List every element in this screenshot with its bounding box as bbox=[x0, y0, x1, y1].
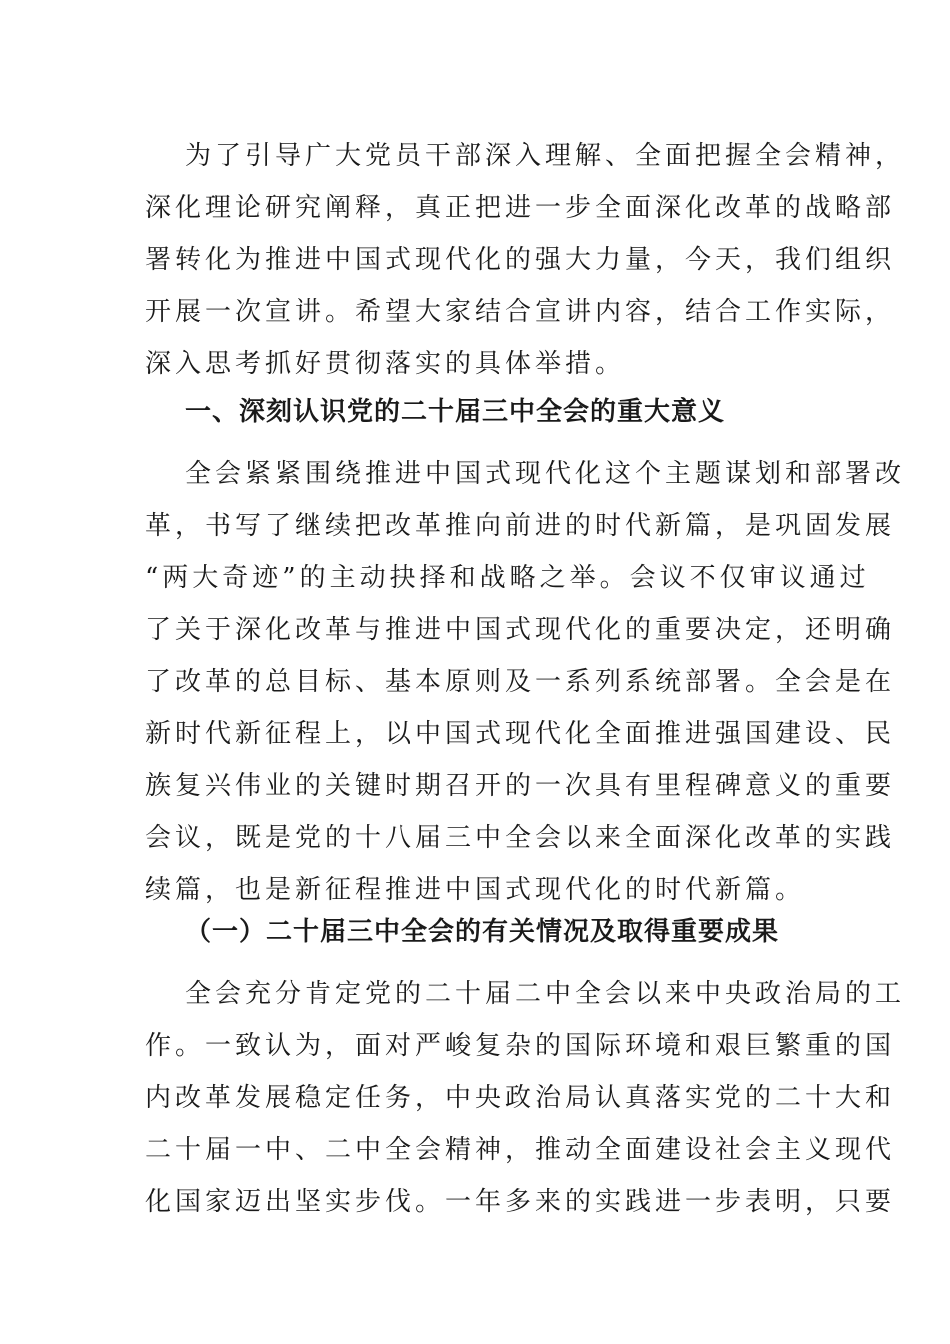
paragraph-line: 族复兴伟业的关键时期召开的一次具有里程碑意义的重要 bbox=[145, 771, 896, 801]
paragraph-line: 会议，既是党的十八届三中全会以来全面深化改革的实践 bbox=[145, 823, 896, 853]
section-paragraph bbox=[145, 448, 906, 916]
paragraph-line: 开展一次宣讲。希望大家结合宣讲内容，结合工作实际， bbox=[145, 297, 896, 327]
paragraph-line: 内改革发展稳定任务，中央政治局认真落实党的二十大和 bbox=[145, 1083, 896, 1113]
paragraph-line: 署转化为推进中国式现代化的强大力量，今天，我们组织 bbox=[145, 245, 896, 275]
paragraph-line: 革，书写了继续把改革推向前进的时代新篇，是巩固发展 bbox=[145, 511, 896, 541]
paragraph-line: 了关于深化改革与推进中国式现代化的重要决定，还明确 bbox=[145, 615, 896, 645]
paragraph-line: 全会紧紧围绕推进中国式现代化这个主题谋划和部署改 bbox=[185, 459, 906, 489]
subsection-paragraph bbox=[145, 968, 906, 1228]
paragraph-line: “两大奇迹”的主动抉择和战略之举。会议不仅审议通过 bbox=[145, 563, 870, 593]
paragraph-line: 作。一致认为，面对严峻复杂的国际环境和艰巨繁重的国 bbox=[145, 1031, 896, 1061]
section-heading: 一、深刻认识党的二十届三中全会的重大意义 bbox=[185, 397, 726, 427]
intro-paragraph bbox=[145, 130, 906, 390]
paragraph-line: 化国家迈出坚实步伐。一年多来的实践进一步表明，只要 bbox=[145, 1187, 896, 1217]
paragraph-line: 续篇，也是新征程推进中国式现代化的时代新篇。 bbox=[145, 875, 806, 905]
paragraph-line: 二十届一中、二中全会精神，推动全面建设社会主义现代 bbox=[145, 1135, 896, 1165]
paragraph-line: 深化理论研究阐释，真正把进一步全面深化改革的战略部 bbox=[145, 193, 896, 223]
paragraph-line: 了改革的总目标、基本原则及一系列系统部署。全会是在 bbox=[145, 667, 896, 697]
paragraph-line: 深入思考抓好贯彻落实的具体举措。 bbox=[145, 349, 626, 379]
subsection-heading: （一）二十届三中全会的有关情况及取得重要成果 bbox=[185, 917, 780, 947]
paragraph-line: 为了引导广大党员干部深入理解、全面把握全会精神， bbox=[185, 141, 906, 171]
paragraph-line: 全会充分肯定党的二十届二中全会以来中央政治局的工 bbox=[185, 979, 906, 1009]
paragraph-line: 新时代新征程上，以中国式现代化全面推进强国建设、民 bbox=[145, 719, 896, 749]
